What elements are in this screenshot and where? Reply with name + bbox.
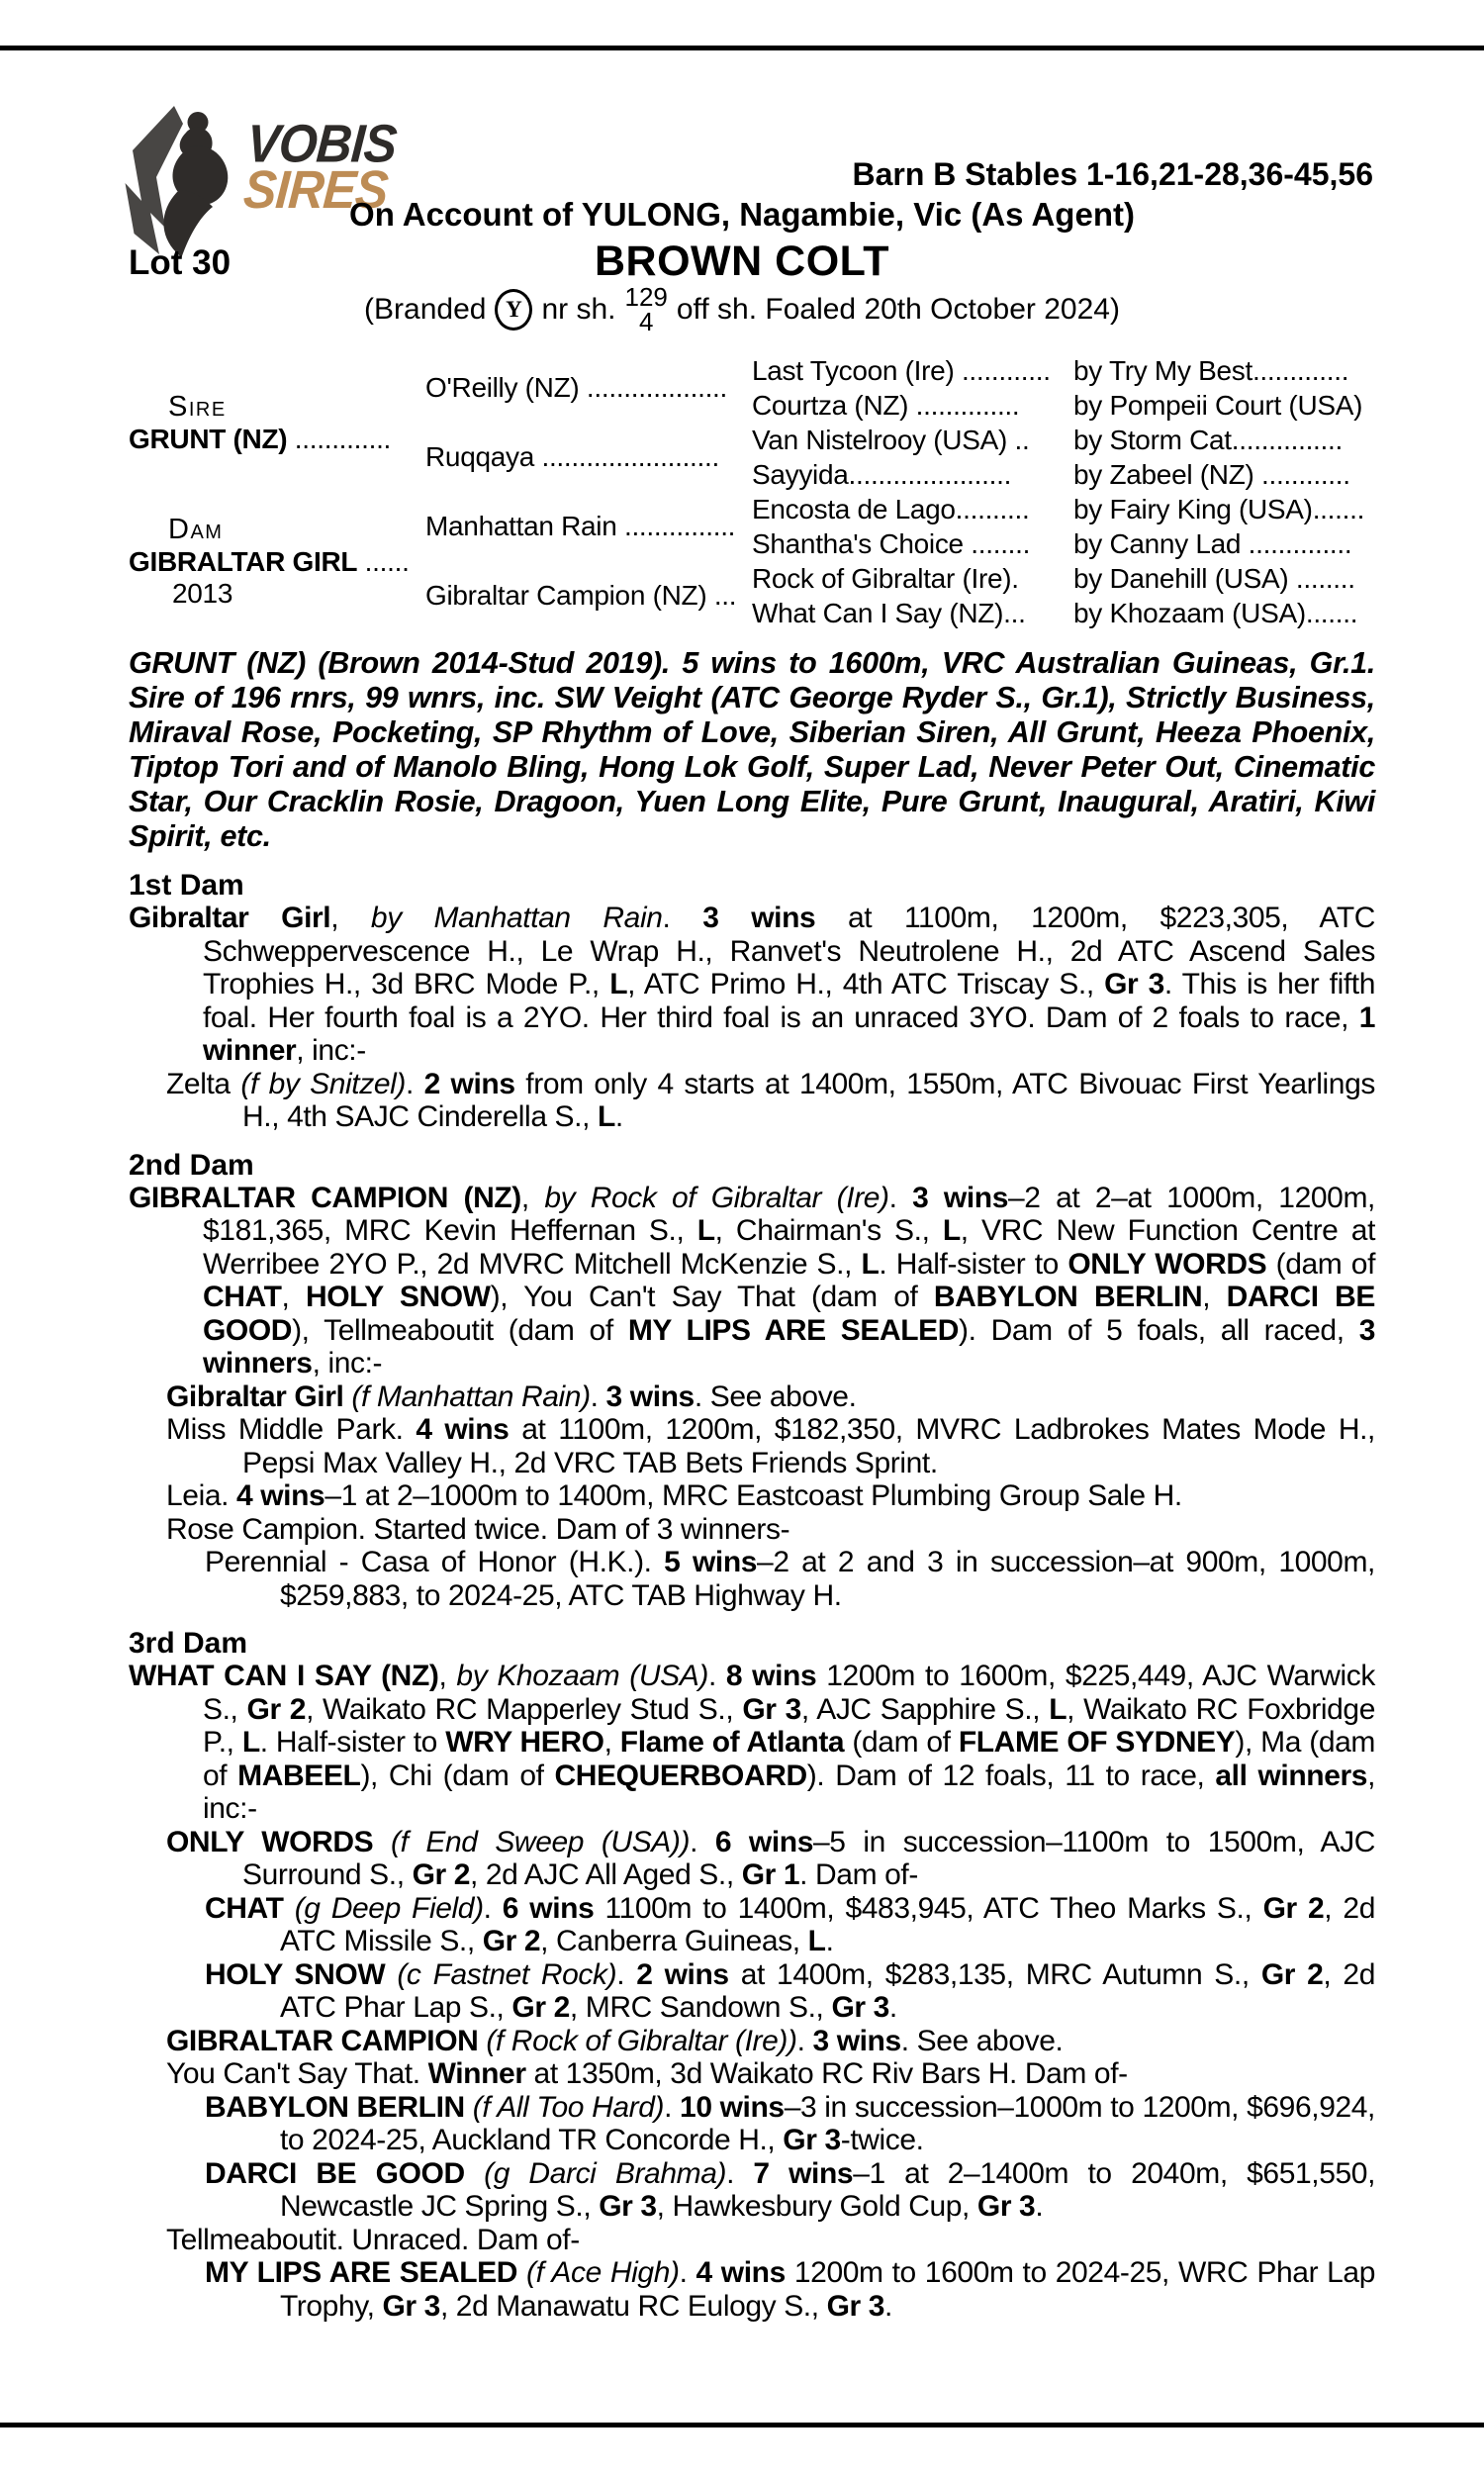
pedigree-dam-cell (129, 492, 425, 630)
text-segment: -twice. (840, 2124, 924, 2156)
text-segment: . (590, 1380, 606, 1413)
text-segment: . (884, 2289, 892, 2323)
dam-heading: 3rd Dam (129, 1627, 248, 1660)
text-segment: BABYLON BERLIN (205, 2090, 465, 2124)
text-segment: DARCI BE GOOD (203, 1281, 1376, 1347)
brand-mark-icon (495, 289, 532, 331)
barn-line: Barn B Stables 1-16,21-28,36-45,56 (852, 156, 1373, 192)
content-column (129, 353, 1375, 2323)
text-segment: –3 in succession–1000m to 1200m, $696,924, to 2024-25, Auckland TR Concorde H., (280, 2090, 1375, 2156)
text-segment: at 1400m, $283,135, MRC Autumn S., (728, 1957, 1261, 1991)
pedigree-great-grandparent: Van Nistelrooy (USA) .. (752, 425, 1030, 455)
text-segment: BABYLON BERLIN (933, 1281, 1203, 1313)
pedigree-grandparent: Ruqqaya ........................ (425, 441, 719, 472)
text-segment: ONLY WORDS (1067, 1247, 1267, 1281)
text-segment: 1200m to 1600m, $225,449, AJC Warwick S., (203, 1660, 1376, 1726)
text-segment: 6 wins (714, 1825, 814, 1858)
sire-name: GRUNT (NZ) (129, 423, 288, 454)
text-segment: , (1202, 1281, 1227, 1313)
text-segment: , Chairman's S., (714, 1214, 943, 1247)
text-segment: DARCI BE GOOD (205, 2156, 465, 2190)
pedigree-ggg-sire: by Fairy King (USA)....... (1073, 494, 1365, 524)
text-segment: , (520, 1181, 545, 1214)
text-segment: (c Fastnet Rock) (397, 1957, 617, 1991)
text-segment: FLAME OF SYDNEY (958, 1726, 1236, 1759)
brand-line (0, 282, 1484, 336)
text-segment: Gr 3 (826, 2289, 885, 2323)
pedigree-table (129, 353, 1375, 630)
text-segment: HOLY SNOW (305, 1281, 491, 1313)
text-segment: Rose Campion. Started twice. Dam of 3 winners- (166, 1512, 790, 1546)
text-segment (517, 2256, 526, 2289)
text-segment: . (483, 1891, 503, 1925)
pedigree-great-grandparent: Sayyida...................... (752, 459, 1012, 490)
pedigree-entry (129, 2091, 1375, 2157)
text-segment: Gr 3 (976, 2190, 1036, 2223)
text-segment: all winners (1215, 1759, 1368, 1792)
text-segment: 6 wins (502, 1891, 595, 1925)
text-segment: You Can't Say That. (166, 2057, 428, 2090)
brand-symbol: Y (506, 297, 522, 322)
text-segment: . (888, 1181, 913, 1214)
text-segment: . (796, 2024, 813, 2057)
text-segment: –5 in succession–1100m to 1500m, AJC Surround S., (242, 1825, 1375, 1891)
pedigree-entry (129, 902, 1375, 1068)
text-segment: 2 wins (423, 1067, 515, 1100)
brand-number (624, 282, 668, 336)
text-segment: at 1350m, 3d Waikato RC Riv Bars H. Dam of- (525, 2057, 1128, 2090)
pedigree-entry (129, 1958, 1375, 2025)
text-segment: , (603, 1726, 620, 1759)
text-segment: 3 winners (203, 1313, 1375, 1380)
text-segment: . (679, 2256, 696, 2289)
pedigree-entry (129, 1182, 1375, 1380)
text-segment: (f Ace High) (526, 2256, 680, 2289)
text-segment: from only 4 starts at 1400m, 1550m, ATC Bivouac First Yearlings H., 4th SAJC Cinderella S., (242, 1067, 1375, 1133)
text-segment: , Hawkesbury Gold Cup, (656, 2190, 977, 2223)
text-segment: –2 at 2–at 1000m, 1200m, $181,365, MRC Kevin Heffernan S., (203, 1181, 1375, 1247)
pedigree-grandparent: O'Reilly (NZ) ................... (425, 372, 728, 403)
text-segment: . Half-sister to (259, 1726, 446, 1759)
text-segment: 8 wins (725, 1660, 817, 1692)
text-segment: Perennial - Casa of Honor (H.K.). (205, 1546, 665, 1578)
pedigree-ggg-sire: by Danehill (USA) ........ (1073, 563, 1355, 594)
pedigree-sire-cell (129, 353, 425, 492)
text-segment: , inc:- (296, 1034, 366, 1067)
text-segment: (f Rock of Gibraltar (Ire)) (486, 2024, 797, 2057)
text-segment: 4 wins (236, 1479, 325, 1512)
text-segment: Gr 2 (412, 1858, 471, 1891)
pedigree-entry (129, 2157, 1375, 2224)
text-segment: 3 wins (812, 2024, 901, 2057)
pedigree-entry (129, 1413, 1375, 1479)
text-segment: by Khozaam (USA) (456, 1660, 708, 1692)
text-segment: MY LIPS ARE SEALED (627, 1313, 960, 1347)
text-segment: L (1049, 1692, 1067, 1726)
text-segment: 3 wins (912, 1181, 1008, 1214)
text-segment: Gr 2 (1262, 1891, 1325, 1925)
text-segment: . (1035, 2190, 1044, 2223)
text-segment: , (281, 1281, 306, 1313)
bottom-rule (0, 2423, 1484, 2427)
text-segment: . (662, 902, 703, 934)
text-segment: (f Manhattan Rain) (351, 1380, 591, 1413)
text-segment: WHAT CAN I SAY (NZ) (129, 1660, 439, 1692)
sire-summary: GRUNT (NZ) (Brown 2014-Stud 2019). 5 wins to 1600m, VRC Australian Guineas, Gr.1. Sire of 196 rnrs, 99 wnrs, inc. SW Veight (ATC George Ryder S., Gr.1), Strictly Business, Miraval Rose, Pocketing, SP Rhythm of Love, Siberian Siren, All Grunt, Heeza Phoenix, Tiptop Tori and of Manolo Bling, Hong Lok Golf, Super Lad, Never Peter Out, Cinematic Star, Our Cracklin Rosie, Dragoon, Yuen Long Elite, Pure Grunt, Inaugural, Aratiri, Kiwi Spirit, etc. (129, 646, 1375, 853)
text-segment: HOLY SNOW (205, 1957, 386, 1991)
pedigree-ggg-sire: by Canny Lad .............. (1073, 528, 1352, 559)
text-segment: . (690, 1825, 715, 1858)
text-segment: . Half-sister to (879, 1247, 1068, 1281)
brand-suffix: off sh. Foaled 20th October 2024) (676, 293, 1120, 326)
pedigree-entry (129, 1380, 1375, 1414)
text-segment: 3 wins (702, 902, 816, 934)
text-segment (465, 2091, 473, 2124)
text-segment: (f All Too Hard) (472, 2090, 665, 2124)
dam-year: 2013 (172, 577, 233, 609)
text-segment: 4 wins (416, 1413, 510, 1446)
text-segment: ). Dam of 12 foals, 11 to race, (806, 1759, 1216, 1792)
logo-word-vobis: VOBIS (244, 114, 399, 174)
text-segment: , (438, 1660, 457, 1692)
text-segment: 3 wins (605, 1380, 695, 1413)
text-segment: . This is her fifth foal. Her fourth foal is a 2YO. Her third foal is an unraced 3YO. Dam of 2 foals to race, (203, 968, 1375, 1034)
pedigree-grandparent: Gibraltar Campion (NZ) ... (425, 580, 737, 611)
text-segment: ), Tellmeaboutit (dam of (292, 1313, 628, 1347)
text-segment: (g Deep Field) (294, 1891, 484, 1925)
text-segment: . (664, 2090, 681, 2124)
pedigree-great-grandparent: Courtza (NZ) .............. (752, 390, 1020, 421)
text-segment: 1100m to 1400m, $483,945, ATC Theo Marks S., (594, 1891, 1263, 1925)
pedigree-entry (129, 2256, 1375, 2323)
text-segment: WRY HERO (445, 1726, 604, 1759)
sire-name-row (129, 424, 425, 455)
text-segment: (g Darci Brahma) (484, 2156, 727, 2190)
top-rule (0, 46, 1484, 50)
text-segment: , 2d AJC All Aged S., (470, 1858, 742, 1891)
text-segment: , Waikato RC Foxbridge P., (203, 1692, 1376, 1759)
pedigree-great-grandparent: Rock of Gibraltar (Ire). (752, 563, 1019, 594)
brand-prefix: (Branded (364, 293, 487, 326)
pedigree-ggg-sire: by Storm Cat............... (1073, 425, 1343, 455)
pedigree-ggg-sire: by Try My Best............. (1073, 355, 1349, 386)
text-segment: (f by Snitzel) (240, 1067, 406, 1100)
brand-number-bottom: 4 (638, 307, 654, 336)
pedigree-entry (129, 1546, 1375, 1612)
text-segment: CHAT (205, 1891, 284, 1925)
text-segment: –2 at 2 and 3 in succession–at 900m, 1000m, $259,883, to 2024-25, ATC TAB Highway H. (280, 1546, 1375, 1612)
text-segment: (dam of (1266, 1247, 1375, 1281)
horse-jockey-logo-graphic (121, 103, 251, 257)
text-segment: . (616, 1957, 637, 1991)
pedigree-entry (129, 2057, 1375, 2091)
text-segment: ). Dam of 5 foals, all raced, (959, 1313, 1359, 1347)
text-segment: Gr 2 (1260, 1957, 1324, 1991)
text-segment: MY LIPS ARE SEALED (205, 2256, 518, 2289)
text-segment: . (726, 2156, 754, 2190)
pedigree-great-grandparent: Last Tycoon (Ire) ............ (752, 355, 1051, 386)
text-segment: , 2d Manawatu RC Eulogy S., (439, 2289, 827, 2323)
lot-label: Lot 30 (129, 243, 232, 282)
text-segment: ONLY WORDS (166, 1825, 374, 1858)
text-segment: by Rock of Gibraltar (Ire) (544, 1181, 889, 1214)
pedigree-ggg-sire: by Pompeii Court (USA) (1073, 390, 1363, 421)
text-segment: –1 at 2–1000m to 1400m, MRC Eastcoast Plumbing Group Sale H. (325, 1479, 1182, 1512)
text-segment: at 1100m, 1200m, $223,305, ATC Schweppervescence H., Le Wrap H., Ranvet's Neutrolene H., 2d ATC Ascend Sales Trophies H., 3d BRC Mode P., (203, 902, 1376, 1000)
pedigree-entry (129, 1068, 1375, 1134)
text-segment (465, 2157, 484, 2190)
text-segment: Gr 3 (831, 1991, 889, 2024)
text-segment: L (861, 1247, 880, 1281)
text-segment: 2 wins (636, 1957, 729, 1991)
text-segment: L (942, 1214, 961, 1247)
text-segment: , inc:- (312, 1347, 383, 1380)
text-segment: , (330, 902, 371, 934)
text-segment: Zelta (166, 1067, 241, 1100)
text-segment: Winner (427, 2057, 526, 2090)
text-segment: –1 at 2–1400m to 2040m, $651,550, Newcastle JC Spring S., (280, 2156, 1376, 2223)
text-segment: GIBRALTAR CAMPION (166, 2024, 479, 2057)
brand-near-shoulder: nr sh. (541, 293, 616, 326)
text-segment: , ATC Primo H., 4th ATC Triscay S., (627, 968, 1105, 1000)
text-segment: CHAT (203, 1281, 282, 1313)
text-segment: Gr 3 (382, 2289, 440, 2323)
text-segment (373, 1826, 391, 1858)
pedigree-ggg-sire: by Khozaam (USA)....... (1073, 598, 1358, 628)
pedigree-entry (129, 2224, 1375, 2257)
text-segment: , 2d ATC Phar Lap S., (280, 1957, 1375, 2024)
text-segment: Miss Middle Park. (166, 1413, 417, 1446)
text-segment: by Manhattan Rain (370, 902, 663, 934)
text-segment: Flame of Atlanta (619, 1726, 845, 1759)
text-segment: . (707, 1660, 726, 1692)
dam-heading: 1st Dam (129, 869, 244, 902)
dam-name: GIBRALTAR GIRL (129, 545, 358, 577)
text-segment: Gr 2 (511, 1991, 570, 2024)
text-segment: MABEEL (237, 1759, 361, 1792)
logo-word-sires: SIRES (241, 159, 390, 220)
text-segment: Leia. (166, 1479, 236, 1512)
pedigree-entry (129, 2025, 1375, 2058)
pedigree-entry (129, 1479, 1375, 1513)
text-segment: Gr 3 (1104, 968, 1164, 1000)
text-segment: at 1100m, 1200m, $182,350, MVRC Ladbrokes Mates Mode H., Pepsi Max Valley H., 2d VRC TAB Bets Friends Sprint. (242, 1413, 1375, 1479)
text-segment: , Waikato RC Mapperley Stud S., (306, 1692, 743, 1726)
page-title: BROWN COLT (595, 238, 889, 285)
text-segment: (f End Sweep (USA)) (391, 1825, 691, 1858)
pedigree-great-grandparent: Shantha's Choice ........ (752, 528, 1031, 559)
dam-name-row (129, 546, 425, 578)
text-segment: ), Chi (dam of (360, 1759, 555, 1792)
sire-label: Sire (168, 390, 227, 423)
text-segment: 10 wins (680, 2090, 785, 2124)
text-segment: ), You Can't Say That (dam of (490, 1281, 934, 1313)
text-segment: (dam of (844, 1726, 959, 1759)
pedigree-entry (129, 1892, 1375, 1958)
text-segment: L (696, 1214, 715, 1247)
leader-dots: ............. (287, 423, 392, 454)
dam-heading: 2nd Dam (129, 1148, 254, 1182)
text-segment: . (825, 1925, 834, 1957)
text-segment: 7 wins (753, 2156, 854, 2190)
brand-number-top: 129 (624, 282, 668, 312)
text-segment: , AJC Sapphire S., (800, 1692, 1050, 1726)
pedigree-ggg-sire: by Zabeel (NZ) ............ (1073, 459, 1350, 490)
text-segment: . See above. (694, 1380, 857, 1413)
text-segment: . (614, 1100, 623, 1133)
text-segment: Gr 2 (482, 1925, 541, 1957)
account-line: On Account of YULONG, Nagambie, Vic (As Agent) (349, 196, 1135, 233)
text-segment: . Dam of- (799, 1858, 918, 1891)
dam-sections (129, 869, 1375, 2323)
text-segment: 1 winner (203, 1000, 1375, 1067)
text-segment: Gr 2 (246, 1692, 307, 1726)
leader-dots: ...... (357, 545, 410, 577)
pedigree-entry (129, 1660, 1375, 1826)
text-segment: Gibraltar Girl (166, 1380, 344, 1413)
text-segment (385, 1958, 397, 1991)
pedigree-entry (129, 1513, 1375, 1547)
text-segment: 4 wins (696, 2256, 786, 2289)
text-segment: , 2d ATC Missile S., (280, 1891, 1375, 1957)
text-segment: , VRC New Function Centre at Werribee 2YO P., 2d MVRC Mitchell McKenzie S., (203, 1214, 1376, 1281)
pedigree-entry (129, 1826, 1375, 1892)
text-segment (284, 1892, 295, 1925)
text-segment: GIBRALTAR CAMPION (NZ) (129, 1181, 521, 1214)
text-segment: , MRC Sandown S., (569, 1991, 832, 2024)
text-segment: . (888, 1991, 897, 2024)
pedigree-great-grandparent: Encosta de Lago.......... (752, 494, 1030, 524)
text-segment: 1200m to 1600m to 2024-25, WRC Phar Lap Trophy, (280, 2256, 1375, 2323)
text-segment: L (609, 968, 628, 1000)
text-segment: , inc:- (203, 1759, 1375, 1825)
text-segment: . See above. (900, 2024, 1064, 2057)
text-segment: Gibraltar Girl (129, 902, 331, 934)
text-segment: L (241, 1726, 260, 1759)
text-segment: Gr 3 (742, 1692, 801, 1726)
text-segment: L (597, 1100, 615, 1133)
text-segment: . (405, 1067, 424, 1100)
text-segment: Gr 1 (741, 1858, 800, 1891)
pedigree-great-grandparent: What Can I Say (NZ)... (752, 598, 1026, 628)
text-segment: Gr 3 (599, 2190, 657, 2223)
text-segment: CHEQUERBOARD (554, 1759, 807, 1792)
dam-label: Dam (168, 513, 224, 545)
pedigree-grandparent: Manhattan Rain ............... (425, 511, 736, 541)
text-segment: ), Ma (dam of (203, 1726, 1375, 1792)
text-segment: L (807, 1925, 826, 1957)
text-segment: 5 wins (664, 1546, 758, 1578)
text-segment: , Canberra Guineas, (540, 1925, 808, 1957)
text-segment: Gr 3 (783, 2124, 841, 2156)
text-segment: Tellmeaboutit. Unraced. Dam of- (166, 2223, 580, 2256)
